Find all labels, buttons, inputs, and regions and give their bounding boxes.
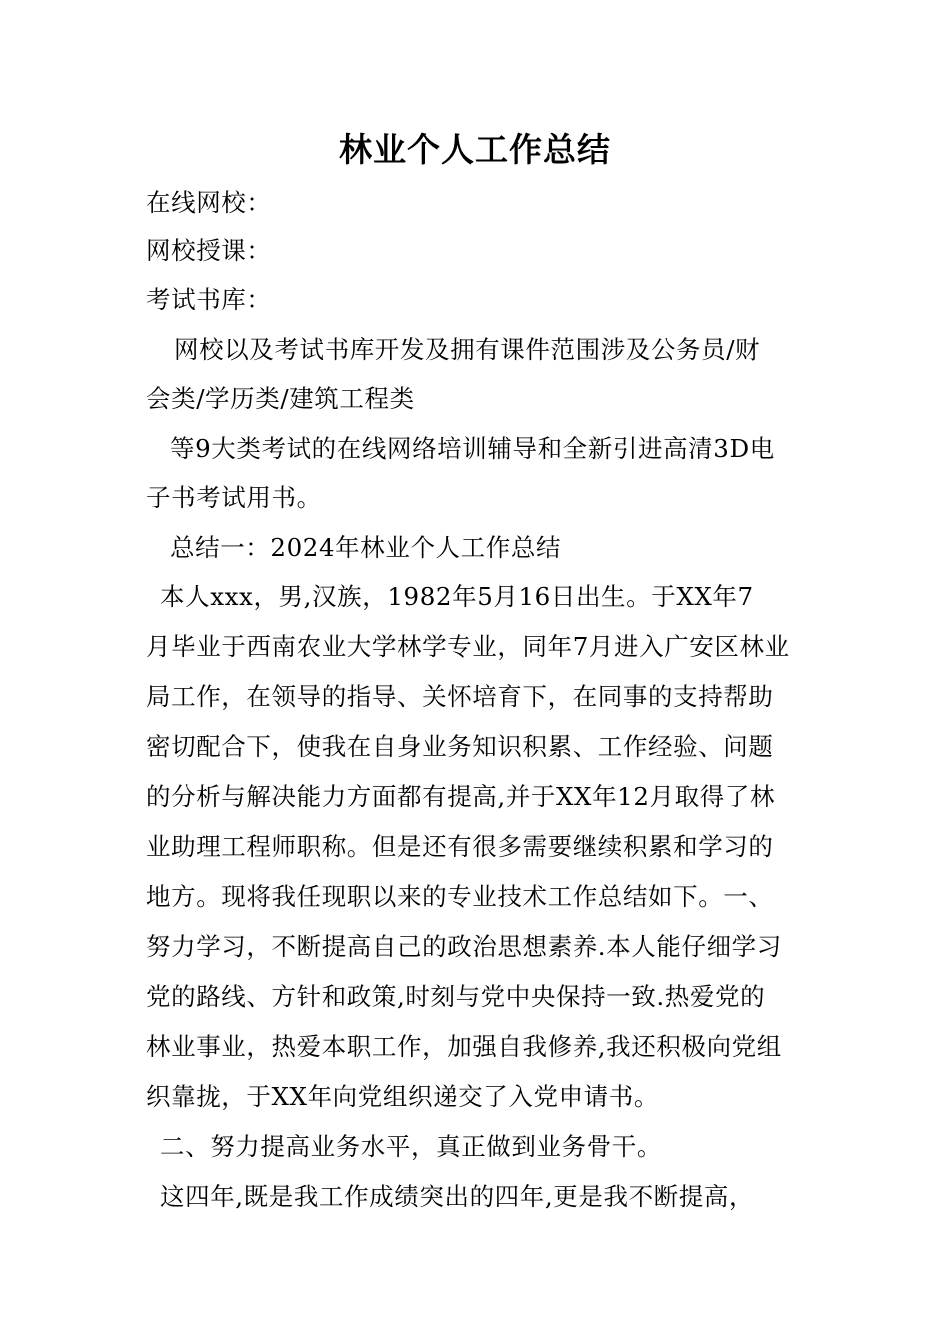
text-line: 林业事业，热爱本职工作，加强自我修养,我还积极向党组 [146, 1032, 782, 1061]
text-line: 网校以及考试书库开发及拥有课件范围涉及公务员/财 [174, 335, 761, 364]
text-line: 本人xxx，男,汉族，1982年5月16日出生。于XX年7 [160, 582, 754, 611]
text-line: 地方。现将我任现职以来的专业技术工作总结如下。一、 [146, 882, 774, 911]
text-line: 会类/学历类/建筑工程类 [146, 384, 415, 413]
text-line: 密切配合下，使我在自身业务知识积累、工作经验、问题 [146, 732, 774, 761]
text-line: 考试书库： [146, 285, 272, 314]
text-line: 努力学习，不断提高自己的政治思想素养.本人能仔细学习 [146, 932, 782, 961]
text-line: 的分析与解决能力方面都有提高,并于XX年12月取得了林 [146, 782, 776, 811]
text-line: 等9大类考试的在线网络培训辅导和全新引进高清3D电 [170, 434, 775, 463]
text-line: 在线网校： [146, 188, 272, 217]
text-line: 织靠拢，于XX年向党组织递交了入党申请书。 [146, 1082, 659, 1111]
text-line: 子书考试用书。 [146, 483, 322, 512]
text-line: 业助理工程师职称。但是还有很多需要继续积累和学习的 [146, 832, 774, 861]
text-line: 党的路线、方针和政策,时刻与党中央保持一致.热爱党的 [146, 982, 766, 1011]
text-line: 局工作，在领导的指导、关怀培育下，在同事的支持帮助 [146, 682, 774, 711]
text-line: 二、努力提高业务水平，真正做到业务骨干。 [160, 1132, 662, 1161]
text-line: 这四年,既是我工作成绩突出的四年,更是我不断提高， [160, 1182, 755, 1211]
text-line: 总结一：2024年林业个人工作总结 [170, 533, 562, 562]
text-line: 网校授课： [146, 236, 272, 265]
document-title: 林业个人工作总结 [339, 130, 611, 169]
text-line: 月毕业于西南农业大学林学专业，同年7月进入广安区林业 [146, 632, 790, 661]
